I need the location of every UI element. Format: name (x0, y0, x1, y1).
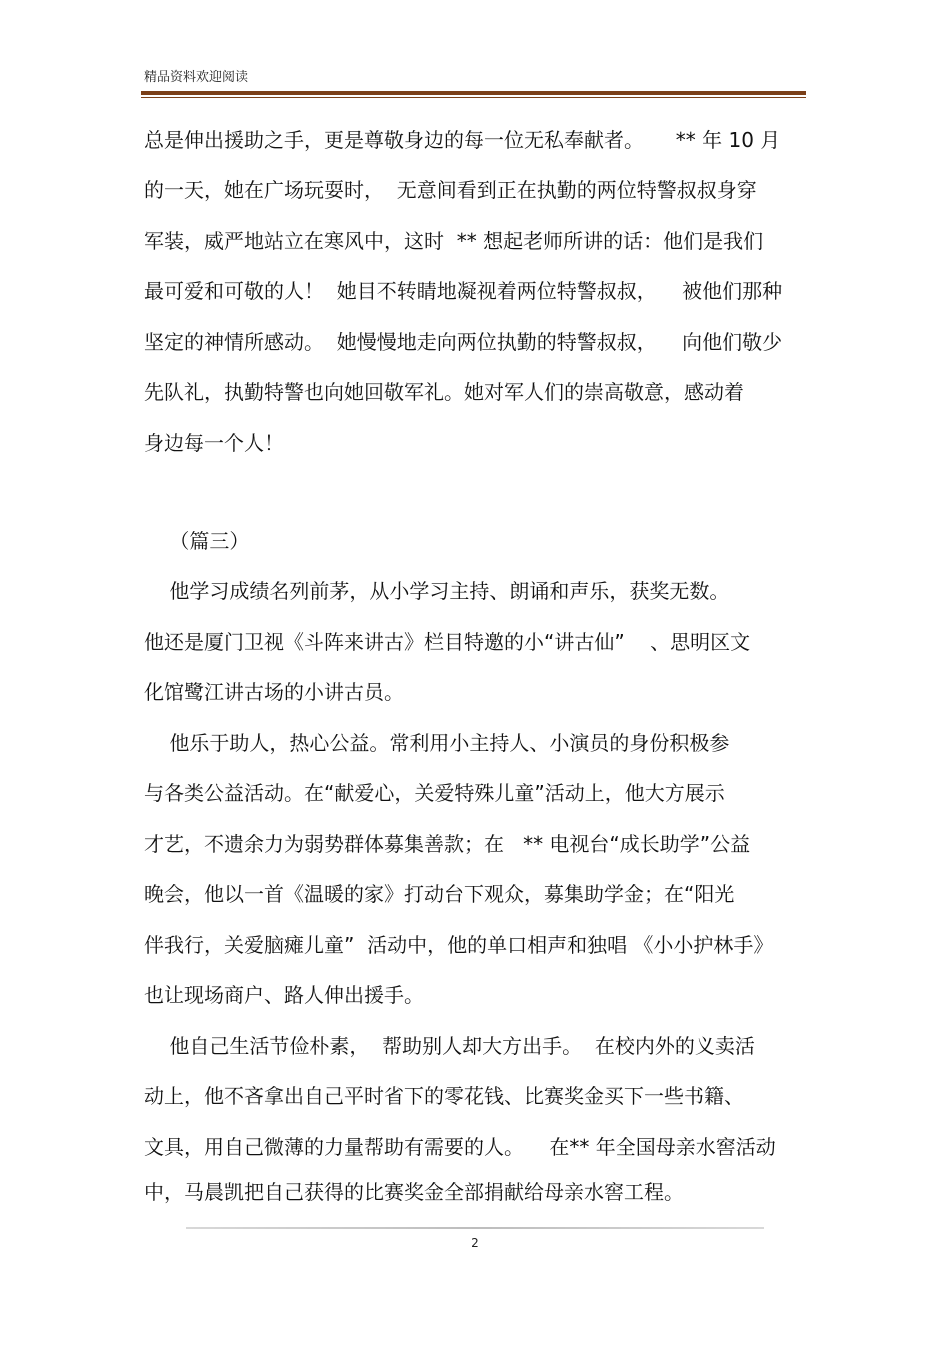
body-line: 与各类公益活动。在“献爱心，关爱特殊儿童”活动上，他大方展示 (144, 781, 725, 805)
body-line: 他自己生活节俭朴素， 帮助别人却大方出手。 在校内外的义卖活 (144, 1034, 755, 1058)
body-line: 他还是厦门卫视《斗阵来讲古》栏目特邀的小“讲古仙” 、思明区文 (144, 630, 751, 654)
body-line: 最可爱和可敬的人！ 她目不转睛地凝视着两位特警叔叔， 被他们那种 (144, 279, 783, 303)
body-line: 坚定的神情所感动。 她慢慢地走向两位执勤的特警叔叔， 向他们敬少 (144, 330, 783, 354)
body-line: 先队礼，执勤特警也向她回敬军礼。她对军人们的崇高敬意，感动着 (144, 380, 744, 404)
body-line: 文具，用自己微薄的力量帮助有需要的人。 在** 年全国母亲水窖活动 (144, 1135, 776, 1159)
body-line: 总是伸出援助之手，更是尊敬身边的每一位无私奉献者。 ** 年 10 月 (144, 128, 781, 152)
body-line: 他学习成绩名列前茅，从小学习主持、朗诵和声乐，获奖无数。 (144, 579, 730, 603)
body-line: 化馆鹭江讲古场的小讲古员。 (144, 680, 404, 704)
page-number: 2 (471, 1236, 479, 1250)
body-line: 中，马晨凯把自己获得的比赛奖金全部捐献给母亲水窖工程。 (144, 1180, 684, 1204)
body-line: 的一天，她在广场玩耍时， 无意间看到正在执勤的两位特警叔叔身穿 (144, 178, 757, 202)
body-line: 身边每一个人！ (144, 431, 284, 455)
body-line: 伴我行，关爱脑瘫儿童” 活动中，他的单口相声和独唱 《小小护林手》 (144, 933, 774, 957)
header-title: 精品资料欢迎阅读 (144, 70, 249, 85)
section-heading: （篇三） (144, 529, 250, 553)
body-line: 军装，威严地站立在寒风中，这时 ** 想起老师所讲的话：他们是我们 (144, 229, 764, 253)
header-rule (141, 91, 806, 95)
body-line: 也让现场商户、路人伸出援手。 (144, 983, 424, 1007)
body-line: 才艺，不遗余力为弱势群体募集善款；在 ** 电视台“成长助学”公益 (144, 832, 751, 856)
body-line: 动上，他不吝拿出自己平时省下的零花钱、比赛奖金买下一些书籍、 (144, 1084, 744, 1108)
footer-rule (186, 1227, 764, 1229)
header-rule-thin (141, 97, 806, 98)
body-line: 他乐于助人，热心公益。常利用小主持人、小演员的身份积极参 (144, 731, 730, 755)
body-line: 晚会，他以一首《温暖的家》打动台下观众，募集助学金；在“阳光 (144, 882, 735, 906)
